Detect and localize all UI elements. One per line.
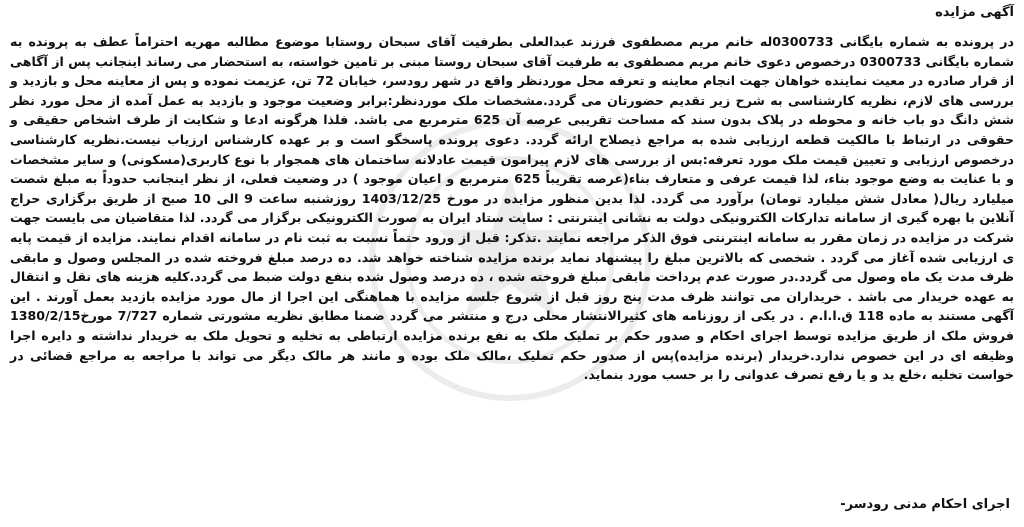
notice-body: در پرونده به شماره بایگانی 0300733له خانم مریم مصطفوی فرزند عبدالعلی بطرفیت آقای سبحان روستابا موضوع مطالبه مهریه احتراماً عطف به پرونده به شماره بایگانی 0300733 درخصوص دعوی خانم مریم مصطفوی به طرفیت آقای سبحان روستا مبنی بر تامین خواسته، به استحضار می رساند اینجانب پس از آگاهی از قرار صادره در معیت نماینده خواهان جهت انجام معاینه و تعرفه محل موردنظر واقع در شهر رودسر، خیابان 72 تن، عزیمت نموده و پس از معاینه محل و بازدید و بررسی های لازم، نظریه کارشناسی به شرح زیر تقدیم حضورتان می گردد.مشخصات ملک موردنظر:برابر وضعیت موجود و بازدید به عمل آمده از محل مورد نظر شش دانگ دو باب خانه و محوطه در پلاک بدون سند که مساحت تقریبی عرصه آن 625 مترمربع می باشد. فلذا هرگونه ادعا و شکایت از طرف اشخاص حقیقی و حقوقی در ارتباط با مالکیت قطعه ارزیابی شده به مراجع ذیصلاح ارائه گردد. دعوی پرونده پاسخگو است و بر عهده کارشناس ارزیاب نیست.نظریه کارشناسی درخصوص ارزیابی و تعیین قیمت ملک مورد تعرفه:بس از بررسی های لازم پیرامون قیمت عادلانه ساختمان های همجوار با نوع کاربری(مسکونی) و سایر مشخصات و با عنایت به وضع موجود بناء، لذا قیمت عرفی و متعارف بناء(عرصه تقریباً 625 مترمربع و اعیان موجود ) در وضعیت فعلی، از نظر اینجانب حدوداً به مبلغ شصت میلیارد ریال( معادل شش میلیارد تومان) برآورد می گردد. لذا بدین منظور مزایده در مورخ 1403/12/25 روزشنبه ساعت 9 الی 10 صبح از طریق برگزاری حراج آنلاین با بهره گیری از سامانه تدارکات الکترونیکی دولت به نشانی اینترنتی : سایت ستاد ایران به صورت الکترونیکی برگزار می گردد. لذا متقاضیان می بایست جهت شرکت در مزایده در زمان مقرر به سامانه اینترنتی فوق الذکر مراجعه نمایند .تذکر: قبل از ورود حتماً نسبت به ثبت نام در سامانه اقدام نمایند. مزایده از قیمت پایه ی ارزیابی شده آغاز می گردد . شخصی که بالاترین مبلغ را پیشنهاد نماید برنده مزایده شناخته خواهد شد. ده درصد مبلغ فروخته شده در المجلس وصول و مابقی ظرف مدت یک ماه وصول می گردد.در صورت عدم پرداخت مابقی مبلغ فروخته شده ، ده درصد وصول شده بنفع دولت ضبط می گردد.کلیه هزینه های نقل و انتقال به عهده خریدار می باشد . خریداران می توانند ظرف مدت پنج روز قبل از شروع جلسه مزایده با هماهنگی این اجرا از مال مورد مزایده بازدید بعمل آورند . این آگهی مستند به ماده 118 ق.ا.ا.م . در یکی از روزنامه های کثیرالانتشار محلی درج و منتشر می گردد ضمنا مطابق نظریه مشورتی شماره 7/727 مورخ1380/2/15 فروش ملک از طریق مزایده توسط اجرای احکام و صدور حکم بر تملیک ملک به نفع برنده مزایده ارتباطی به تخلیه و تحویل ملک به خریدار نداشته و دایره اجرا وظیفه ای در این خصوص ندارد.خریدار (برنده مزایده)پس از صدور حکم تملیک ،مالک ملک بوده و مانند هر مالک دیگر می تواند با مراجعه به مراجع قضائی در خواست تخلیه ،خلع ید و یا رفع تصرف عدوانی را بر حسب مورد بنماید. xyxy=(10,34,1015,383)
notice-title: آگهی مزایده xyxy=(935,5,1014,20)
signature-line: اجرای احکام مدنی رودسر- xyxy=(840,497,1010,512)
